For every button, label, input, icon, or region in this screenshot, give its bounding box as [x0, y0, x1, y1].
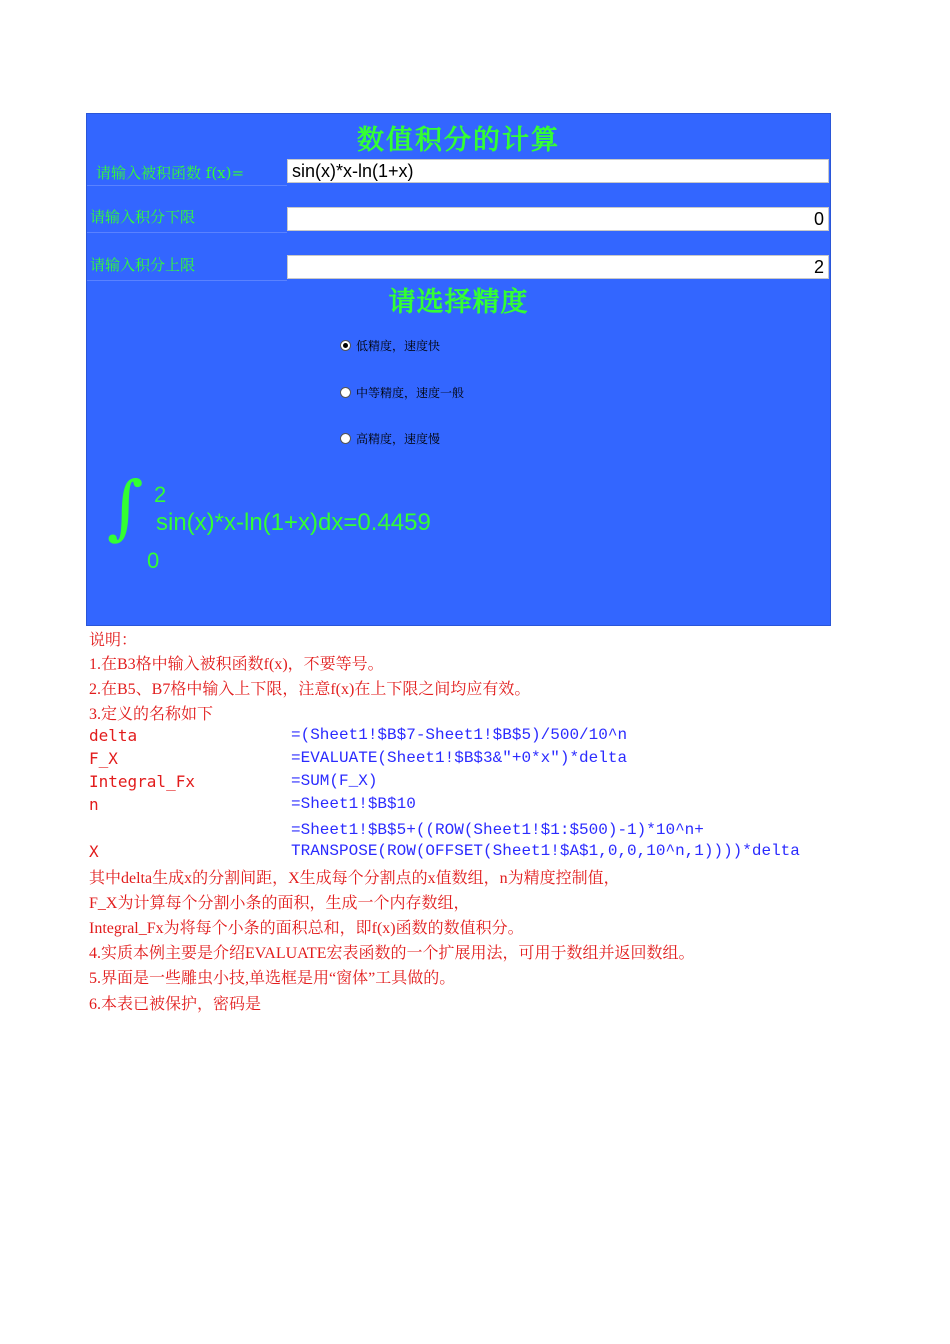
definition-formula: =Sheet1!$B$10: [291, 795, 416, 813]
integral-result: sin(x)*x-ln(1+x)dx=0.4459: [156, 509, 431, 536]
radio-low-precision[interactable]: [340, 337, 440, 354]
note-line: 2.在B5、B7格中输入上下限，注意f(x)在上下限之间均应有效。: [89, 681, 531, 698]
radio-unselected-icon[interactable]: [340, 433, 351, 444]
lower-limit-input[interactable]: 0: [287, 207, 829, 231]
upper-limit-label: 请输入积分上限: [90, 256, 196, 274]
definition-name: Integral_Fx: [89, 772, 195, 791]
definition-formula: =EVALUATE(Sheet1!$B$3&"+0*x")*delta: [291, 749, 628, 767]
note-line: 6.本表已被保护，密码是: [89, 996, 262, 1013]
definition-name: delta: [89, 726, 138, 745]
page-title: 数值积分的计算: [357, 125, 560, 156]
row-divider: [87, 232, 287, 233]
notes-heading: 说明：: [89, 632, 138, 649]
definition-formula: =(Sheet1!$B$7-Sheet1!$B$5)/500/10^n: [291, 726, 628, 744]
note-line: 其中delta生成x的分割间距，X生成每个分割点的x值数组，n为精度控制值，: [89, 870, 620, 887]
definition-name: F_X: [89, 749, 118, 768]
integral-sign-icon: ∫: [107, 466, 144, 548]
definition-formula: =Sheet1!$B$5+((ROW(Sheet1!$1:$500)-1)*10^n+: [291, 821, 704, 839]
calculator-panel: [86, 113, 831, 626]
lower-limit-label: 请输入积分下限: [90, 208, 196, 226]
radio-unselected-icon[interactable]: [340, 387, 351, 398]
definition-formula: =SUM(F_X): [291, 772, 378, 790]
row-divider: [87, 185, 287, 186]
radio-selected-icon[interactable]: [340, 340, 351, 351]
note-line: Integral_Fx为将每个小条的面积总和，即f(x)函数的数值积分。: [89, 920, 524, 937]
upper-limit-input[interactable]: 2: [287, 255, 829, 279]
definition-name: X: [89, 842, 99, 861]
function-input[interactable]: sin(x)*x-ln(1+x): [287, 159, 829, 183]
precision-title: 请选择精度: [388, 287, 529, 318]
definition-name: n: [89, 795, 99, 814]
note-line: 3.定义的名称如下: [89, 706, 214, 723]
function-label: 请输入被积函数 f(x)=: [96, 164, 245, 182]
definition-formula-continued: TRANSPOSE(ROW(OFFSET(Sheet1!$A$1,0,0,10^n,1))))*delta: [291, 842, 800, 860]
radio-label: 高精度，速度慢: [356, 432, 441, 446]
integral-upper-limit: 2: [154, 482, 167, 507]
radio-label: 中等精度，速度一般: [356, 386, 465, 400]
note-line: 4.实质本例主要是介绍EVALUATE宏表函数的一个扩展用法，可用于数组并返回数组。: [89, 945, 695, 962]
radio-high-precision[interactable]: [340, 430, 440, 447]
note-line: 5.界面是一些雕虫小技,单选框是用“窗体”工具做的。: [89, 970, 456, 987]
note-line: F_X为计算每个分割小条的面积，生成一个内存数组，: [89, 895, 470, 912]
integral-lower-limit: 0: [147, 548, 160, 573]
radio-label: 低精度，速度快: [356, 339, 441, 353]
note-line: 1.在B3格中输入被积函数f(x)，不要等号。: [89, 656, 384, 673]
radio-medium-precision[interactable]: [340, 384, 464, 401]
